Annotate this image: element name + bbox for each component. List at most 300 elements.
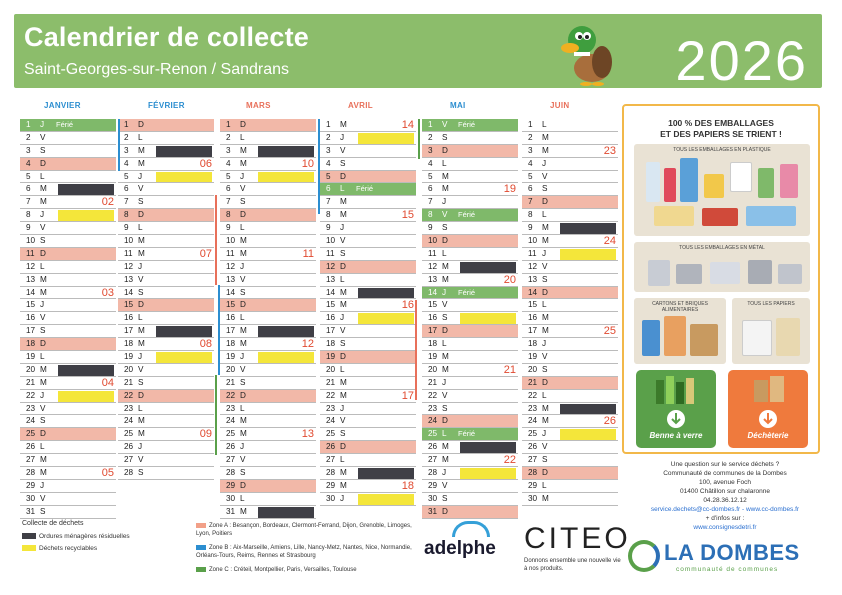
school-holiday-zone-bar bbox=[418, 119, 420, 159]
day-row bbox=[220, 145, 316, 158]
day-row bbox=[118, 364, 214, 377]
day-row bbox=[20, 209, 116, 222]
zone-a-swatch bbox=[196, 523, 206, 528]
day-number: 15 bbox=[226, 300, 236, 310]
day-of-week: S bbox=[340, 158, 346, 168]
day-number: 26 bbox=[124, 442, 134, 452]
day-number: 18 bbox=[124, 339, 134, 349]
day-number: 3 bbox=[528, 145, 533, 155]
day-of-week: V bbox=[442, 300, 448, 310]
day-row bbox=[320, 480, 416, 493]
day-number: 12 bbox=[26, 261, 36, 271]
day-row bbox=[20, 454, 116, 467]
week-number: 07 bbox=[199, 247, 212, 260]
day-number: 17 bbox=[428, 326, 438, 336]
day-number: 11 bbox=[528, 248, 537, 258]
day-row bbox=[422, 325, 518, 338]
day-row bbox=[320, 171, 416, 184]
day-of-week: D bbox=[542, 468, 548, 478]
day-number: 15 bbox=[428, 300, 438, 310]
day-of-week: V bbox=[542, 442, 548, 452]
day-row bbox=[320, 351, 416, 364]
day-row bbox=[118, 390, 214, 403]
week-number: 18 bbox=[401, 479, 414, 492]
day-of-week: M bbox=[442, 261, 449, 271]
day-row bbox=[320, 274, 416, 287]
day-row bbox=[320, 196, 416, 209]
day-row bbox=[118, 441, 214, 454]
day-row bbox=[20, 493, 116, 506]
day-number: 21 bbox=[326, 377, 336, 387]
day-of-week: L bbox=[340, 455, 345, 465]
day-number: 30 bbox=[428, 493, 438, 503]
day-row bbox=[422, 364, 518, 377]
day-of-week: L bbox=[240, 223, 245, 233]
day-number: 5 bbox=[326, 171, 331, 181]
day-of-week: J bbox=[340, 313, 345, 323]
month-column-1 bbox=[118, 119, 214, 480]
day-of-week: V bbox=[138, 274, 144, 284]
day-row bbox=[220, 441, 316, 454]
day-number: 28 bbox=[226, 468, 236, 478]
yellow-swatch bbox=[22, 545, 36, 551]
zone-b-swatch bbox=[196, 545, 206, 550]
day-number: 3 bbox=[226, 145, 231, 155]
day-of-week: L bbox=[442, 248, 447, 258]
day-number: 17 bbox=[124, 326, 134, 336]
day-row bbox=[20, 287, 116, 300]
day-number: 2 bbox=[428, 132, 433, 142]
day-of-week: M bbox=[40, 364, 47, 374]
day-of-week: M bbox=[40, 274, 47, 284]
day-of-week: S bbox=[542, 455, 548, 465]
day-of-week: M bbox=[542, 145, 549, 155]
day-row bbox=[522, 158, 618, 171]
residual-waste-marker bbox=[258, 146, 314, 157]
day-row bbox=[118, 145, 214, 158]
day-of-week: J bbox=[40, 390, 45, 400]
day-number: 24 bbox=[326, 416, 336, 426]
day-number: 28 bbox=[26, 468, 36, 478]
day-of-week: D bbox=[542, 377, 548, 387]
day-number: 26 bbox=[428, 442, 438, 452]
contact-street: 100, avenue Foch bbox=[698, 479, 752, 486]
day-row bbox=[522, 351, 618, 364]
day-of-week: L bbox=[40, 442, 45, 452]
day-row bbox=[320, 390, 416, 403]
day-number: 16 bbox=[528, 313, 538, 323]
day-row bbox=[220, 222, 316, 235]
day-number: 10 bbox=[26, 236, 36, 246]
week-number: 19 bbox=[503, 183, 516, 196]
day-row bbox=[20, 403, 116, 416]
day-row bbox=[220, 209, 316, 222]
day-row bbox=[220, 119, 316, 132]
day-of-week: D bbox=[340, 352, 346, 362]
day-of-week: V bbox=[40, 403, 46, 413]
day-of-week: S bbox=[340, 248, 346, 258]
contact-block bbox=[626, 460, 824, 532]
day-number: 21 bbox=[428, 377, 438, 387]
day-of-week: M bbox=[240, 506, 247, 516]
day-row bbox=[422, 222, 518, 235]
day-number: 25 bbox=[26, 429, 36, 439]
day-number: 20 bbox=[226, 364, 236, 374]
day-row bbox=[320, 209, 416, 222]
day-of-week: L bbox=[138, 132, 143, 142]
day-of-week: V bbox=[340, 416, 346, 426]
day-of-week: S bbox=[442, 403, 448, 413]
day-number: 6 bbox=[226, 184, 231, 194]
day-of-week: L bbox=[542, 390, 547, 400]
day-number: 24 bbox=[26, 416, 36, 426]
day-row bbox=[20, 480, 116, 493]
day-number: 21 bbox=[528, 377, 538, 387]
day-of-week: L bbox=[138, 403, 143, 413]
week-number: 03 bbox=[101, 286, 114, 299]
day-of-week: V bbox=[40, 493, 46, 503]
day-row bbox=[20, 171, 116, 184]
day-number: 19 bbox=[124, 352, 134, 362]
day-of-week: M bbox=[138, 158, 145, 168]
day-of-week: J bbox=[442, 197, 447, 207]
day-number: 14 bbox=[26, 287, 36, 297]
day-row bbox=[522, 390, 618, 403]
school-holiday-zone-bar bbox=[215, 375, 217, 455]
day-row bbox=[320, 493, 416, 506]
day-number: 17 bbox=[528, 326, 538, 336]
contact-city: 01400 Châtillon sur chalaronne bbox=[680, 488, 770, 495]
recycling-marker bbox=[560, 429, 616, 440]
school-holiday-zone-bar bbox=[215, 195, 217, 285]
week-number: 05 bbox=[101, 467, 114, 480]
day-of-week: V bbox=[442, 390, 448, 400]
recycling-marker bbox=[460, 313, 516, 324]
week-number: 15 bbox=[401, 209, 414, 222]
day-of-week: J bbox=[340, 403, 345, 413]
day-of-week: J bbox=[40, 480, 45, 490]
la-dombes-logo: LA DOMBES bbox=[664, 540, 800, 565]
day-of-week: L bbox=[40, 261, 45, 271]
day-of-week: M bbox=[340, 377, 347, 387]
day-row bbox=[422, 493, 518, 506]
day-of-week: J bbox=[240, 352, 245, 362]
day-number: 8 bbox=[124, 210, 129, 220]
residual-waste-marker bbox=[460, 262, 516, 273]
day-row bbox=[422, 235, 518, 248]
day-row bbox=[320, 287, 416, 300]
holiday-label: Férié bbox=[356, 184, 374, 194]
holiday-label: Férié bbox=[458, 120, 476, 129]
day-row bbox=[422, 415, 518, 428]
week-number: 13 bbox=[301, 428, 314, 441]
boxes-icon bbox=[728, 372, 808, 406]
consignes-link[interactable]: www.consignesdetri.fr bbox=[693, 524, 757, 531]
day-number: 2 bbox=[26, 132, 31, 142]
school-holiday-zone-bar bbox=[218, 285, 220, 375]
day-row bbox=[20, 325, 116, 338]
adelphe-arc-icon bbox=[452, 521, 490, 537]
day-row bbox=[118, 261, 214, 274]
day-row bbox=[522, 209, 618, 222]
day-number: 19 bbox=[528, 352, 538, 362]
day-number: 19 bbox=[326, 352, 336, 362]
day-number: 17 bbox=[26, 326, 36, 336]
day-number: 11 bbox=[124, 248, 133, 258]
day-of-week: S bbox=[442, 132, 448, 142]
day-row bbox=[522, 287, 618, 300]
day-row bbox=[20, 183, 116, 196]
month-header-5: JUIN bbox=[550, 101, 570, 110]
week-number: 17 bbox=[401, 389, 414, 402]
day-number: 22 bbox=[428, 390, 438, 400]
day-row bbox=[20, 467, 116, 480]
day-number: 4 bbox=[226, 158, 231, 168]
day-number: 8 bbox=[528, 210, 533, 220]
day-number: 6 bbox=[528, 184, 533, 194]
day-row bbox=[522, 338, 618, 351]
contact-org: Communauté de communes de la Dombes bbox=[663, 470, 787, 477]
day-row bbox=[20, 248, 116, 261]
day-number: 12 bbox=[528, 261, 538, 271]
bottles-icon bbox=[636, 372, 716, 406]
day-of-week: L bbox=[240, 313, 245, 323]
holiday-label: Férié bbox=[458, 429, 476, 439]
day-number: 16 bbox=[326, 313, 336, 323]
day-number: 21 bbox=[226, 377, 236, 387]
plastic-packaging-label: TOUS LES EMBALLAGES EN PLASTIQUE bbox=[673, 147, 771, 153]
day-number: 3 bbox=[326, 145, 331, 155]
day-number: 20 bbox=[326, 364, 336, 374]
day-row bbox=[220, 377, 316, 390]
day-number: 4 bbox=[124, 158, 129, 168]
day-row bbox=[320, 248, 416, 261]
day-number: 16 bbox=[226, 313, 236, 323]
day-number: 1 bbox=[326, 120, 331, 129]
day-of-week: D bbox=[138, 210, 144, 220]
day-row bbox=[422, 274, 518, 287]
day-number: 13 bbox=[326, 274, 336, 284]
month-header-4: MAI bbox=[450, 101, 466, 110]
day-number: 15 bbox=[528, 300, 538, 310]
day-of-week: M bbox=[542, 223, 549, 233]
day-number: 29 bbox=[226, 480, 236, 490]
day-row bbox=[118, 196, 214, 209]
week-number: 10 bbox=[301, 157, 314, 170]
day-row bbox=[320, 428, 416, 441]
day-number: 12 bbox=[226, 261, 236, 271]
day-number: 10 bbox=[226, 236, 236, 246]
day-of-week: J bbox=[138, 442, 143, 452]
day-number: 5 bbox=[226, 171, 231, 181]
day-of-week: V bbox=[240, 184, 246, 194]
day-of-week: L bbox=[240, 493, 245, 503]
day-of-week: D bbox=[340, 442, 346, 452]
day-number: 18 bbox=[226, 339, 236, 349]
day-row bbox=[220, 454, 316, 467]
day-number: 25 bbox=[124, 429, 134, 439]
day-row bbox=[422, 171, 518, 184]
day-of-week: M bbox=[442, 352, 449, 362]
day-of-week: S bbox=[40, 326, 46, 336]
day-number: 2 bbox=[124, 132, 129, 142]
day-number: 21 bbox=[124, 377, 134, 387]
day-of-week: M bbox=[40, 377, 47, 387]
day-row bbox=[422, 351, 518, 364]
day-row bbox=[118, 222, 214, 235]
week-number: 24 bbox=[603, 235, 616, 248]
day-row bbox=[220, 196, 316, 209]
school-holiday-zone-bar bbox=[318, 119, 320, 214]
day-of-week: S bbox=[340, 339, 346, 349]
day-row bbox=[118, 235, 214, 248]
day-of-week: M bbox=[240, 248, 247, 258]
day-row bbox=[320, 441, 416, 454]
day-of-week: J bbox=[138, 261, 143, 271]
day-of-week: M bbox=[340, 480, 347, 490]
day-row bbox=[220, 299, 316, 312]
day-of-week: V bbox=[442, 480, 448, 490]
glass-bin-label: Benne à verre bbox=[649, 431, 703, 440]
day-number: 23 bbox=[26, 403, 36, 413]
day-row bbox=[422, 248, 518, 261]
day-of-week: S bbox=[542, 184, 548, 194]
contact-email-link[interactable]: service.dechets@cc-dombes.fr - www.cc-dombes.fr bbox=[650, 506, 800, 513]
day-of-week: M bbox=[40, 455, 47, 465]
day-number: 24 bbox=[428, 416, 438, 426]
plastic-packaging-photo bbox=[634, 144, 810, 236]
month-header-0: JANVIER bbox=[44, 101, 81, 110]
day-of-week: L bbox=[40, 171, 45, 181]
day-number: 22 bbox=[124, 390, 134, 400]
day-number: 22 bbox=[26, 390, 36, 400]
day-row bbox=[20, 158, 116, 171]
day-number: 3 bbox=[428, 145, 433, 155]
month-header-1: FÉVRIER bbox=[148, 101, 185, 110]
day-of-week: M bbox=[340, 300, 347, 310]
zone-a: Zone A : Besançon, Bordeaux, Clermont-Ferrand, Dijon, Grenoble, Limoges, Lyon, Poitiers bbox=[196, 523, 412, 537]
day-row bbox=[118, 209, 214, 222]
day-number: 5 bbox=[26, 171, 31, 181]
day-of-week: D bbox=[40, 339, 46, 349]
waste-center-tile bbox=[728, 370, 808, 448]
day-of-week: D bbox=[138, 300, 144, 310]
day-row bbox=[522, 428, 618, 441]
day-number: 1 bbox=[226, 120, 231, 129]
day-number: 16 bbox=[26, 313, 36, 323]
day-row bbox=[20, 377, 116, 390]
grey-swatch bbox=[22, 533, 36, 539]
day-number: 17 bbox=[326, 326, 336, 336]
day-of-week: V bbox=[340, 236, 346, 246]
day-row bbox=[522, 261, 618, 274]
day-number: 13 bbox=[26, 274, 36, 284]
day-of-week: S bbox=[138, 287, 144, 297]
day-row bbox=[422, 480, 518, 493]
duck-mascot-icon bbox=[554, 18, 624, 88]
cardboard-label: CARTONS ET BRIQUES ALIMENTAIRES bbox=[652, 301, 708, 313]
day-of-week: J bbox=[340, 493, 345, 503]
recycling-marker bbox=[560, 249, 616, 260]
legend-grey: Ordures ménagères résiduelles bbox=[22, 533, 130, 540]
contact-phone: 04.28.36.12.12 bbox=[703, 497, 747, 504]
day-row bbox=[422, 299, 518, 312]
month-header-2: MARS bbox=[246, 101, 271, 110]
day-of-week: M bbox=[138, 339, 145, 349]
day-number: 19 bbox=[226, 352, 236, 362]
day-number: 27 bbox=[26, 455, 36, 465]
day-number: 3 bbox=[124, 145, 129, 155]
day-row bbox=[422, 261, 518, 274]
day-row bbox=[320, 132, 416, 145]
day-of-week: M bbox=[40, 197, 47, 207]
day-number: 10 bbox=[326, 236, 336, 246]
day-row bbox=[20, 222, 116, 235]
day-row bbox=[422, 183, 518, 196]
week-number: 04 bbox=[101, 376, 114, 389]
week-number: 25 bbox=[603, 325, 616, 338]
day-number: 4 bbox=[26, 158, 31, 168]
day-number: 25 bbox=[226, 429, 236, 439]
day-row bbox=[118, 248, 214, 261]
day-row bbox=[522, 312, 618, 325]
day-row bbox=[522, 493, 618, 506]
page-title: Calendrier de collecte bbox=[24, 22, 310, 52]
day-row bbox=[220, 351, 316, 364]
residual-waste-marker bbox=[560, 404, 616, 415]
day-of-week: D bbox=[442, 145, 448, 155]
day-number: 9 bbox=[528, 223, 533, 233]
recycling-marker bbox=[358, 494, 414, 505]
day-number: 13 bbox=[528, 274, 538, 284]
day-row bbox=[422, 338, 518, 351]
day-of-week: L bbox=[340, 274, 345, 284]
day-row bbox=[118, 183, 214, 196]
day-of-week: D bbox=[240, 390, 246, 400]
contact-question: Une question sur le service déchets ? bbox=[670, 461, 780, 468]
residual-waste-marker bbox=[156, 326, 212, 337]
day-of-week: V bbox=[138, 364, 144, 374]
day-row bbox=[320, 415, 416, 428]
week-number: 11 bbox=[302, 247, 314, 260]
day-number: 8 bbox=[226, 210, 231, 220]
day-of-week: M bbox=[40, 287, 47, 297]
week-number: 26 bbox=[603, 415, 616, 428]
day-of-week: S bbox=[138, 377, 144, 387]
day-of-week: L bbox=[240, 403, 245, 413]
day-row bbox=[422, 132, 518, 145]
la-dombes-subtitle: communauté de communes bbox=[676, 566, 779, 573]
residual-waste-marker bbox=[58, 184, 114, 195]
day-of-week: J bbox=[138, 352, 143, 362]
residual-waste-marker bbox=[58, 365, 114, 376]
day-row bbox=[220, 132, 316, 145]
day-number: 31 bbox=[428, 506, 438, 516]
day-of-week: D bbox=[138, 120, 144, 129]
day-row bbox=[422, 428, 518, 441]
day-row bbox=[220, 274, 316, 287]
day-row bbox=[220, 261, 316, 274]
day-of-week: M bbox=[240, 236, 247, 246]
day-row bbox=[522, 415, 618, 428]
day-number: 4 bbox=[326, 158, 331, 168]
week-number: 20 bbox=[503, 273, 516, 286]
day-row bbox=[320, 261, 416, 274]
day-number: 13 bbox=[226, 274, 236, 284]
day-of-week: S bbox=[240, 287, 246, 297]
zone-c-swatch bbox=[196, 567, 206, 572]
day-number: 5 bbox=[428, 171, 433, 181]
